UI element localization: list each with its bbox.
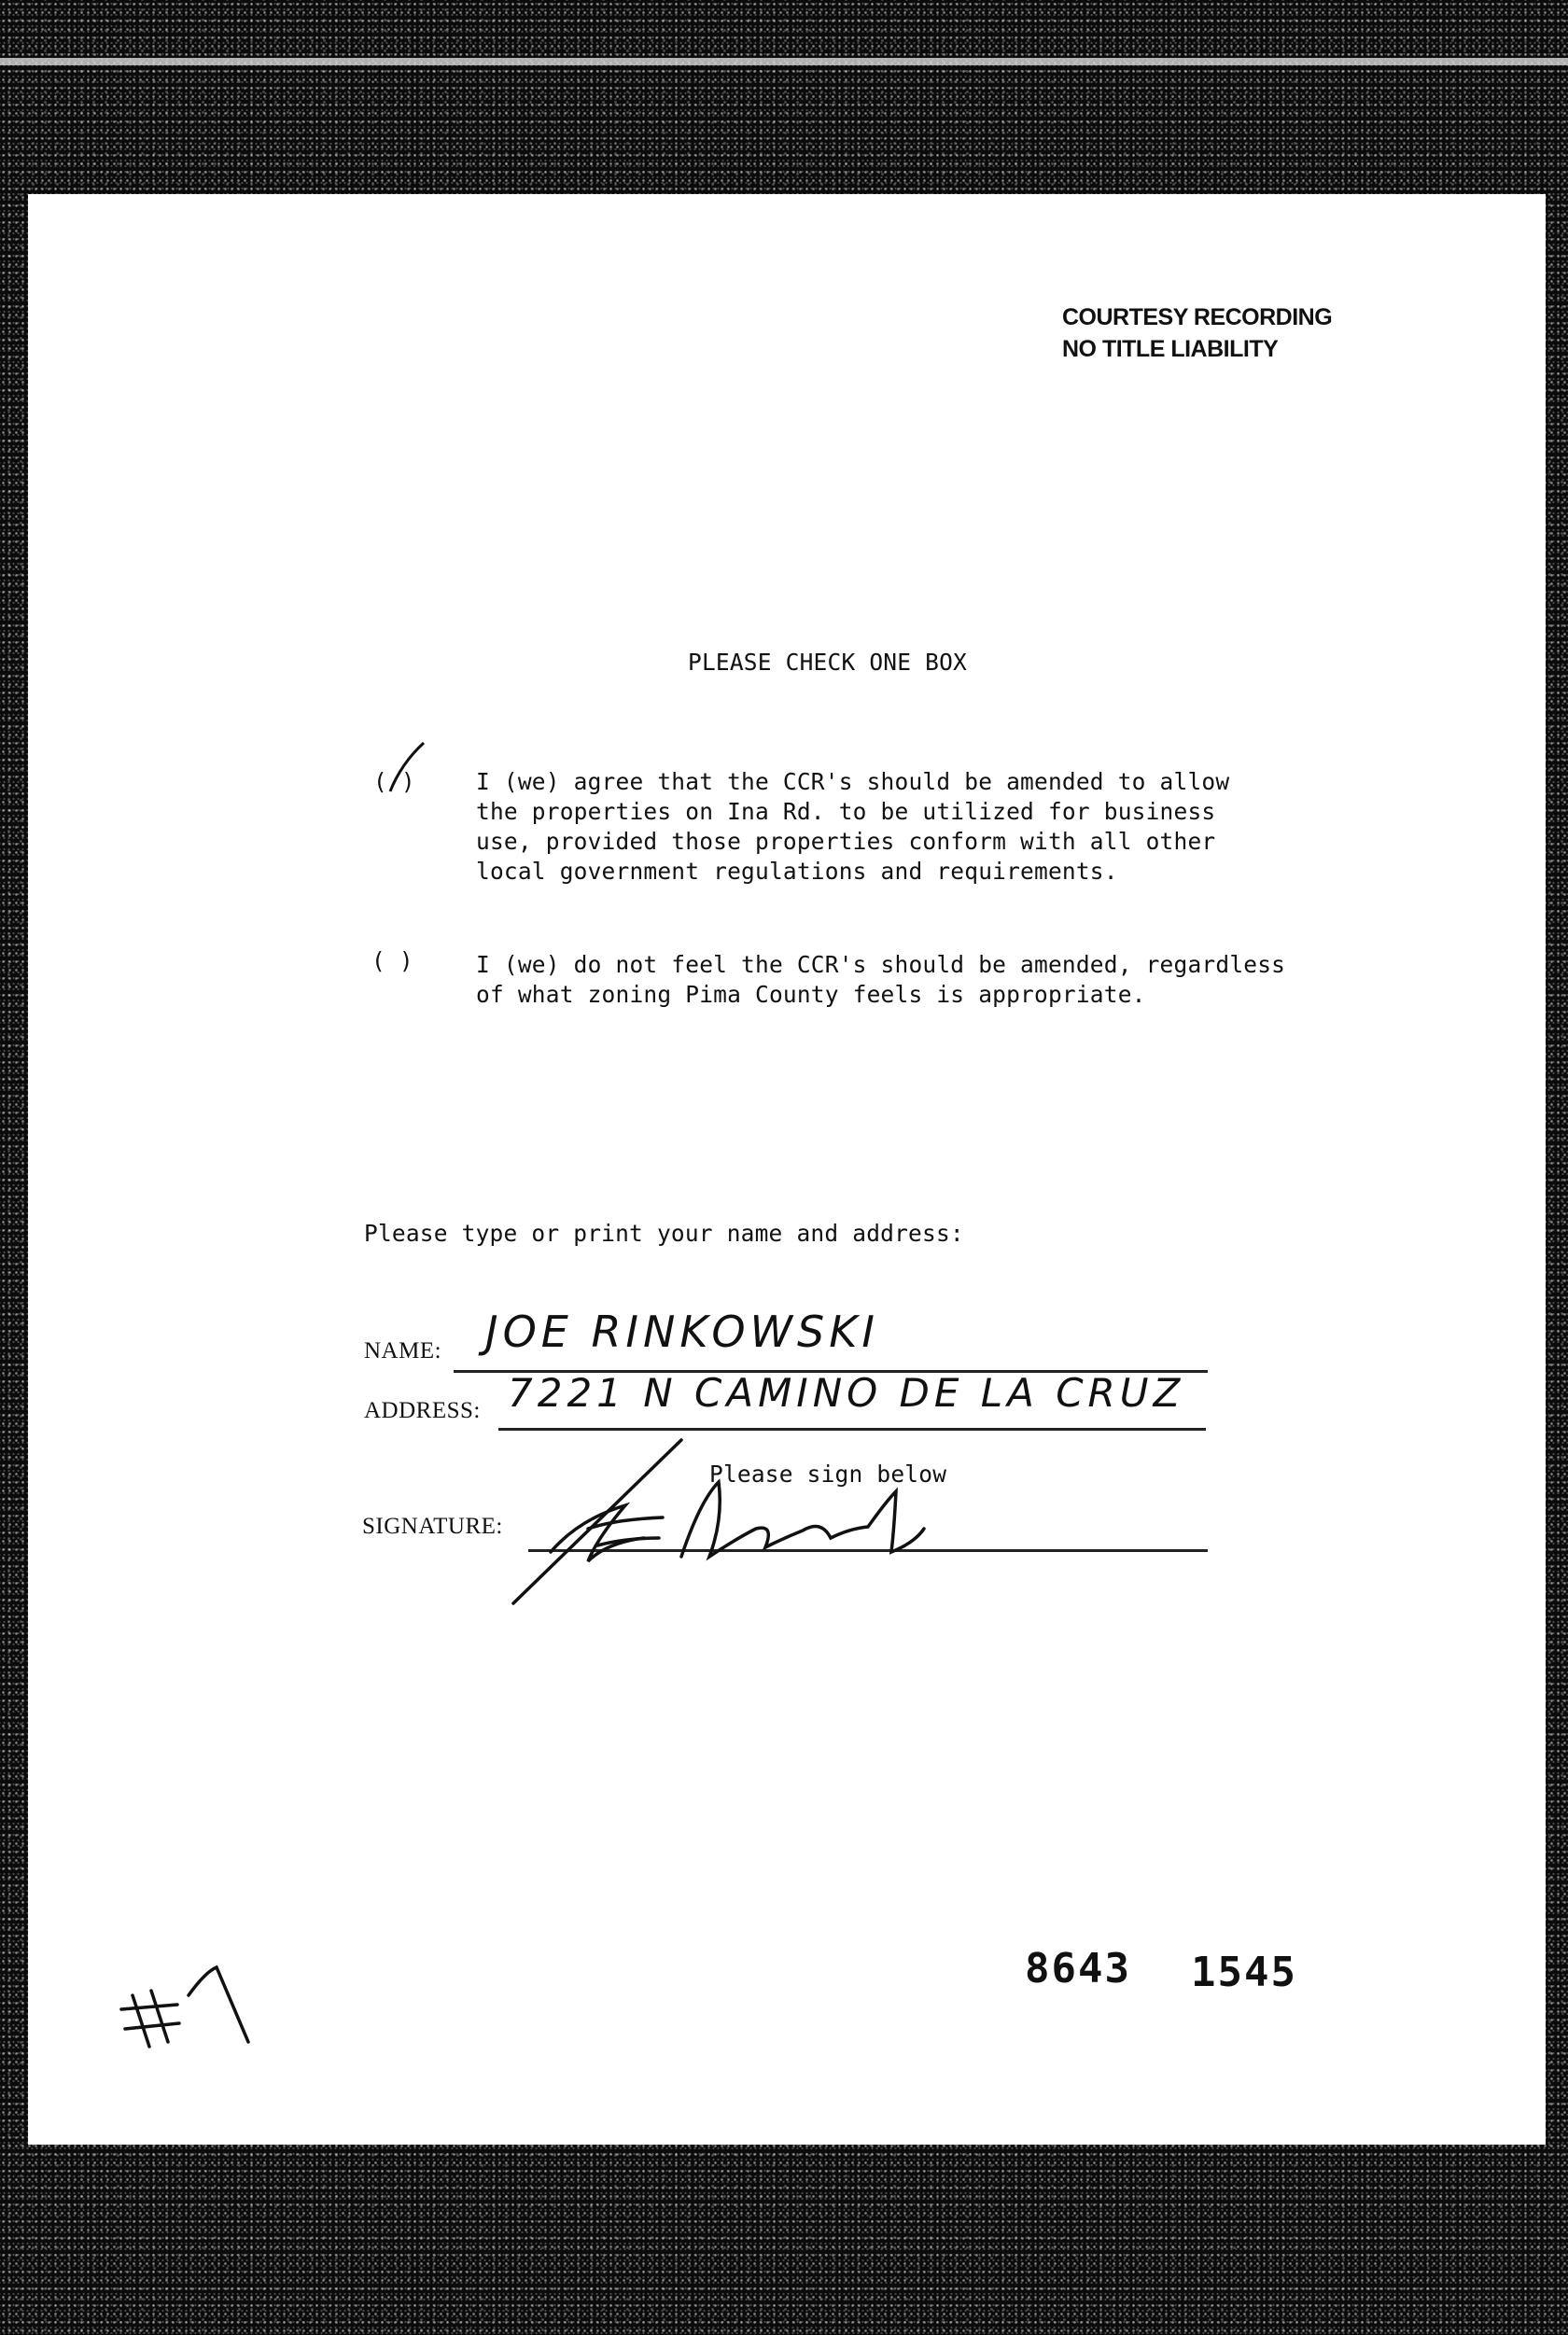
name-label: NAME:	[364, 1338, 442, 1363]
option-1-checkbox[interactable]: ( )	[373, 768, 415, 795]
document-number-part-1: 8643	[1025, 1945, 1131, 1992]
option-2-line-2: of what zoning Pima County feels is appropriate.	[476, 981, 1146, 1008]
form-heading: PLEASE CHECK ONE BOX	[688, 649, 968, 676]
option-1-line-4: local government regulations and requirements.	[476, 858, 1118, 885]
sign-below-hint: Please sign below	[709, 1461, 947, 1488]
option-2-line-1: I (we) do not feel the CCR's should be amended, regardless	[476, 951, 1286, 978]
document-page	[28, 194, 1546, 2145]
name-address-instruction: Please type or print your name and address:	[364, 1220, 964, 1247]
document-number-part-2: 1545	[1191, 1949, 1297, 1996]
top-rule	[0, 58, 1568, 65]
option-2-checkbox[interactable]: ( )	[371, 947, 413, 974]
handwriting-overlay	[28, 194, 1546, 2145]
handwritten-number-mark-icon	[121, 1967, 248, 2047]
address-value[interactable]: 7221 N CAMINO DE LA CRUZ	[508, 1370, 1185, 1416]
option-1-line-2: the properties on Ina Rd. to be utilized for business	[476, 798, 1216, 825]
stamp-line-2: NO TITLE LIABILITY	[1062, 336, 1279, 362]
option-1-line-3: use, provided those properties conform with all other	[476, 828, 1216, 855]
stamp-line-1: COURTESY RECORDING	[1062, 304, 1333, 330]
address-label: ADDRESS:	[364, 1398, 481, 1423]
option-1-line-1: I (we) agree that the CCR's should be amended to allow	[476, 768, 1230, 795]
signature-label: SIGNATURE:	[362, 1514, 503, 1539]
check-mark-icon	[390, 743, 424, 791]
signature-scribble-icon	[513, 1440, 924, 1603]
name-value[interactable]: JOE RINKOWSKI	[485, 1307, 879, 1357]
